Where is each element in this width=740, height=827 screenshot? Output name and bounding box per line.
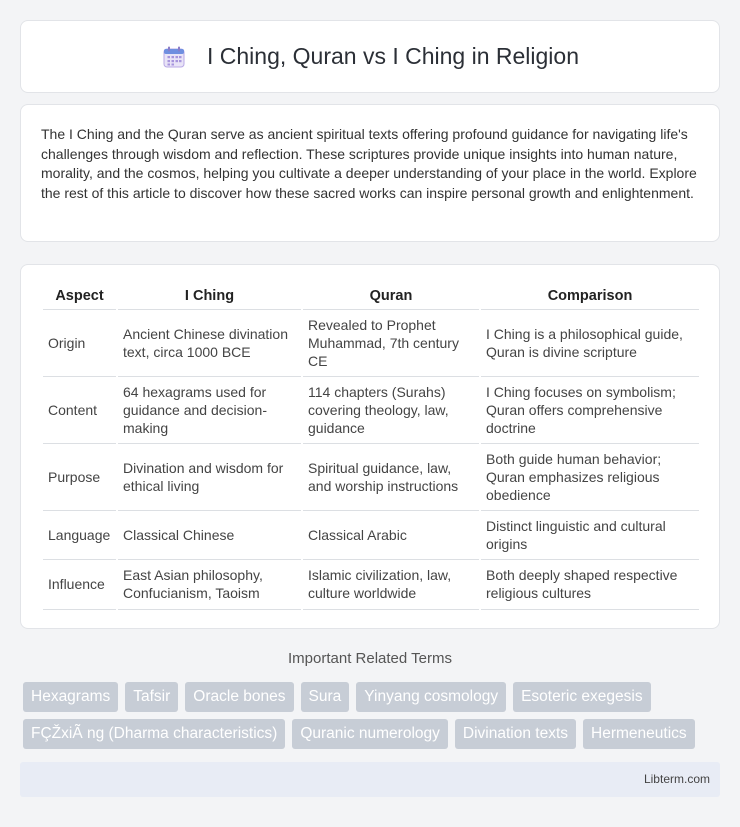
tag-tafsir[interactable]: Tafsir [125,682,178,712]
table-row [43,510,699,559]
header-aspect: Aspect [43,283,117,309]
related-terms-title: Important Related Terms [288,650,452,667]
cell-i-ching: East Asian philosophy, Confucianism, Taoism [117,559,302,609]
cell-comparison: Distinct linguistic and cultural origins [480,510,699,559]
table-row [43,376,699,443]
cell-quran: Classical Arabic [302,510,480,559]
cell-aspect: Purpose [43,443,117,510]
cell-quran: 114 chapters (Surahs) covering theology, law, guidance [302,376,480,443]
tag-hermeneutics[interactable]: Hermeneutics [583,719,695,749]
cell-aspect: Content [43,376,117,443]
cell-quran: Islamic civilization, law, culture worldwide [302,559,480,609]
table-header-row [43,283,699,309]
header-card [20,20,720,93]
tag-quranic-numerology[interactable]: Quranic numerology [292,719,448,749]
tag-dharma-characteristics[interactable]: FÇŽxiÃ ng (Dharma characteristics) [23,719,285,749]
intro-paragraph: The I Ching and the Quran serve as ancient spiritual texts offering profound guidance for navigating life's challenges through wisdom and reflection. These scriptures provide unique insights into human nature, morality, and the cosmos, helping you cultivate a deeper understanding of your place in the world. Explore the rest of this article to discover how these sacred works can inspire personal growth and enlightenment. [41,126,697,201]
footer-brand-link[interactable]: Libterm.com [643,772,710,786]
intro-card [20,104,720,242]
cell-quran: Spiritual guidance, law, and worship instructions [302,443,480,510]
related-terms-tags [23,682,723,756]
cell-quran: Revealed to Prophet Muhammad, 7th century CE [302,309,480,376]
cell-i-ching: Ancient Chinese divination text, circa 1000 BCE [117,309,302,376]
cell-comparison: Both deeply shaped respective religious cultures [480,559,699,609]
header-comparison: Comparison [480,283,699,309]
cell-comparison: Both guide human behavior; Quran emphasizes religious obedience [480,443,699,510]
cell-aspect: Origin [43,309,117,376]
tag-row [23,682,723,712]
page-title: I Ching, Quran vs I Ching in Religion [206,43,580,69]
cell-aspect: Language [43,510,117,559]
header-quran: Quran [302,283,480,309]
tag-divination-texts[interactable]: Divination texts [455,719,576,749]
table-row [43,309,699,376]
tag-hexagrams[interactable]: Hexagrams [23,682,118,712]
calendar-icon [161,44,187,70]
tag-sura[interactable]: Sura [301,682,350,712]
comparison-table-card [20,264,720,629]
cell-aspect: Influence [43,559,117,609]
cell-comparison: I Ching is a philosophical guide, Quran is divine scripture [480,309,699,376]
cell-i-ching: Classical Chinese [117,510,302,559]
cell-i-ching: 64 hexagrams used for guidance and decision-making [117,376,302,443]
cell-comparison: I Ching focuses on symbolism; Quran offers comprehensive doctrine [480,376,699,443]
comparison-table [43,283,699,610]
tag-row [23,719,723,749]
tag-yinyang-cosmology[interactable]: Yinyang cosmology [356,682,506,712]
cell-i-ching: Divination and wisdom for ethical living [117,443,302,510]
footer-bar [20,762,720,797]
table-row [43,443,699,510]
table-row [43,559,699,609]
tag-oracle-bones[interactable]: Oracle bones [185,682,293,712]
tag-esoteric-exegesis[interactable]: Esoteric exegesis [513,682,650,712]
header-i-ching: I Ching [117,283,302,309]
